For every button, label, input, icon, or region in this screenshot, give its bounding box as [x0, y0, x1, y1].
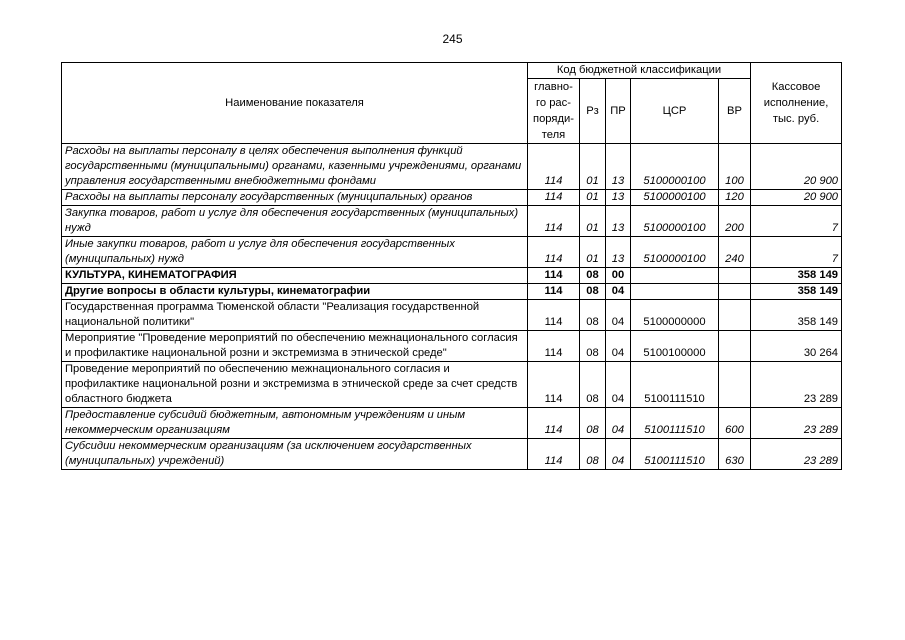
row-rz: 01	[580, 237, 606, 268]
header-name: Наименование показателя	[62, 63, 528, 144]
row-vr: 630	[719, 439, 751, 470]
row-rz: 08	[580, 362, 606, 408]
row-csr: 5100111510	[631, 439, 719, 470]
row-rz: 01	[580, 190, 606, 206]
row-name: Государственная программа Тюменской области "Реализация государственной национальной политики"	[62, 300, 528, 331]
table-row	[62, 331, 842, 362]
table-body	[62, 144, 842, 470]
row-name: КУЛЬТУРА, КИНЕМАТОГРАФИЯ	[62, 268, 528, 284]
header-csr: ЦСР	[631, 79, 719, 144]
row-gr: 114	[528, 284, 580, 300]
table-row	[62, 237, 842, 268]
row-amount: 358 149	[751, 300, 842, 331]
row-pr: 04	[606, 331, 631, 362]
row-rz: 08	[580, 300, 606, 331]
row-rz: 08	[580, 408, 606, 439]
table-row	[62, 268, 842, 284]
row-gr: 114	[528, 144, 580, 190]
row-gr: 114	[528, 408, 580, 439]
row-vr	[719, 268, 751, 284]
table-row	[62, 284, 842, 300]
row-pr: 04	[606, 300, 631, 331]
row-rz: 01	[580, 206, 606, 237]
row-vr: 200	[719, 206, 751, 237]
row-gr: 114	[528, 237, 580, 268]
row-amount: 358 149	[751, 268, 842, 284]
row-name: Другие вопросы в области культуры, кинематографии	[62, 284, 528, 300]
row-vr	[719, 331, 751, 362]
row-csr: 5100000100	[631, 206, 719, 237]
row-name: Расходы на выплаты персоналу в целях обеспечения выполнения функций государственными (муниципальными) органами, казенными учреждениями, органами управления государственными внебюджетными фондами	[62, 144, 528, 190]
row-vr: 240	[719, 237, 751, 268]
row-amount: 358 149	[751, 284, 842, 300]
table-row	[62, 300, 842, 331]
row-vr: 100	[719, 144, 751, 190]
header-cash: Кассовое исполнение, тыс. руб.	[751, 63, 842, 144]
row-name: Мероприятие "Проведение мероприятий по обеспечению межнационального согласия и профилактике национальной розни и экстремизма в этнической среде"	[62, 331, 528, 362]
row-name: Предоставление субсидий бюджетным, автономным учреждениям и иным некоммерческим организациям	[62, 408, 528, 439]
row-csr: 5100100000	[631, 331, 719, 362]
row-gr: 114	[528, 331, 580, 362]
row-csr	[631, 268, 719, 284]
row-pr: 13	[606, 190, 631, 206]
page-number: 245	[442, 32, 463, 46]
table-row	[62, 439, 842, 470]
row-pr: 04	[606, 439, 631, 470]
row-pr: 04	[606, 408, 631, 439]
row-name: Проведение мероприятий по обеспечению межнационального согласия и профилактике национальной розни и экстремизма в этнической среде за счет средств областного бюджета	[62, 362, 528, 408]
row-csr: 5100000100	[631, 237, 719, 268]
table-row	[62, 362, 842, 408]
row-gr: 114	[528, 300, 580, 331]
table-row	[62, 144, 842, 190]
row-gr: 114	[528, 362, 580, 408]
row-amount: 20 900	[751, 190, 842, 206]
header-pr: ПР	[606, 79, 631, 144]
row-csr: 5100111510	[631, 408, 719, 439]
row-csr	[631, 284, 719, 300]
row-rz: 01	[580, 144, 606, 190]
row-name: Иные закупки товаров, работ и услуг для обеспечения государственных (муниципальных) нужд	[62, 237, 528, 268]
row-gr: 114	[528, 268, 580, 284]
row-rz: 08	[580, 331, 606, 362]
row-pr: 13	[606, 206, 631, 237]
table-row	[62, 408, 842, 439]
row-csr: 5100000100	[631, 190, 719, 206]
row-vr: 600	[719, 408, 751, 439]
table-row	[62, 190, 842, 206]
header-vr: ВР	[719, 79, 751, 144]
row-pr: 04	[606, 284, 631, 300]
table-row	[62, 206, 842, 237]
row-pr: 04	[606, 362, 631, 408]
budget-table	[61, 62, 842, 470]
row-pr: 00	[606, 268, 631, 284]
row-name: Расходы на выплаты персоналу государственных (муниципальных) органов	[62, 190, 528, 206]
row-vr	[719, 300, 751, 331]
row-amount: 23 289	[751, 408, 842, 439]
row-rz: 08	[580, 284, 606, 300]
row-rz: 08	[580, 268, 606, 284]
row-amount: 7	[751, 206, 842, 237]
row-csr: 5100000000	[631, 300, 719, 331]
row-rz: 08	[580, 439, 606, 470]
row-pr: 13	[606, 144, 631, 190]
row-vr	[719, 362, 751, 408]
row-gr: 114	[528, 206, 580, 237]
row-amount: 20 900	[751, 144, 842, 190]
row-csr: 5100000100	[631, 144, 719, 190]
row-amount: 23 289	[751, 439, 842, 470]
header-code-group: Код бюджетной классификации	[528, 63, 751, 79]
row-csr: 5100111510	[631, 362, 719, 408]
header-gr: главно-го рас-поряди-теля	[528, 79, 580, 144]
row-gr: 114	[528, 439, 580, 470]
row-amount: 7	[751, 237, 842, 268]
row-gr: 114	[528, 190, 580, 206]
row-amount: 23 289	[751, 362, 842, 408]
header-rz: Рз	[580, 79, 606, 144]
row-pr: 13	[606, 237, 631, 268]
row-amount: 30 264	[751, 331, 842, 362]
row-name: Закупка товаров, работ и услуг для обеспечения государственных (муниципальных) нужд	[62, 206, 528, 237]
row-name: Субсидии некоммерческим организациям (за исключением государственных (муниципальных) учреждений)	[62, 439, 528, 470]
row-vr	[719, 284, 751, 300]
row-vr: 120	[719, 190, 751, 206]
